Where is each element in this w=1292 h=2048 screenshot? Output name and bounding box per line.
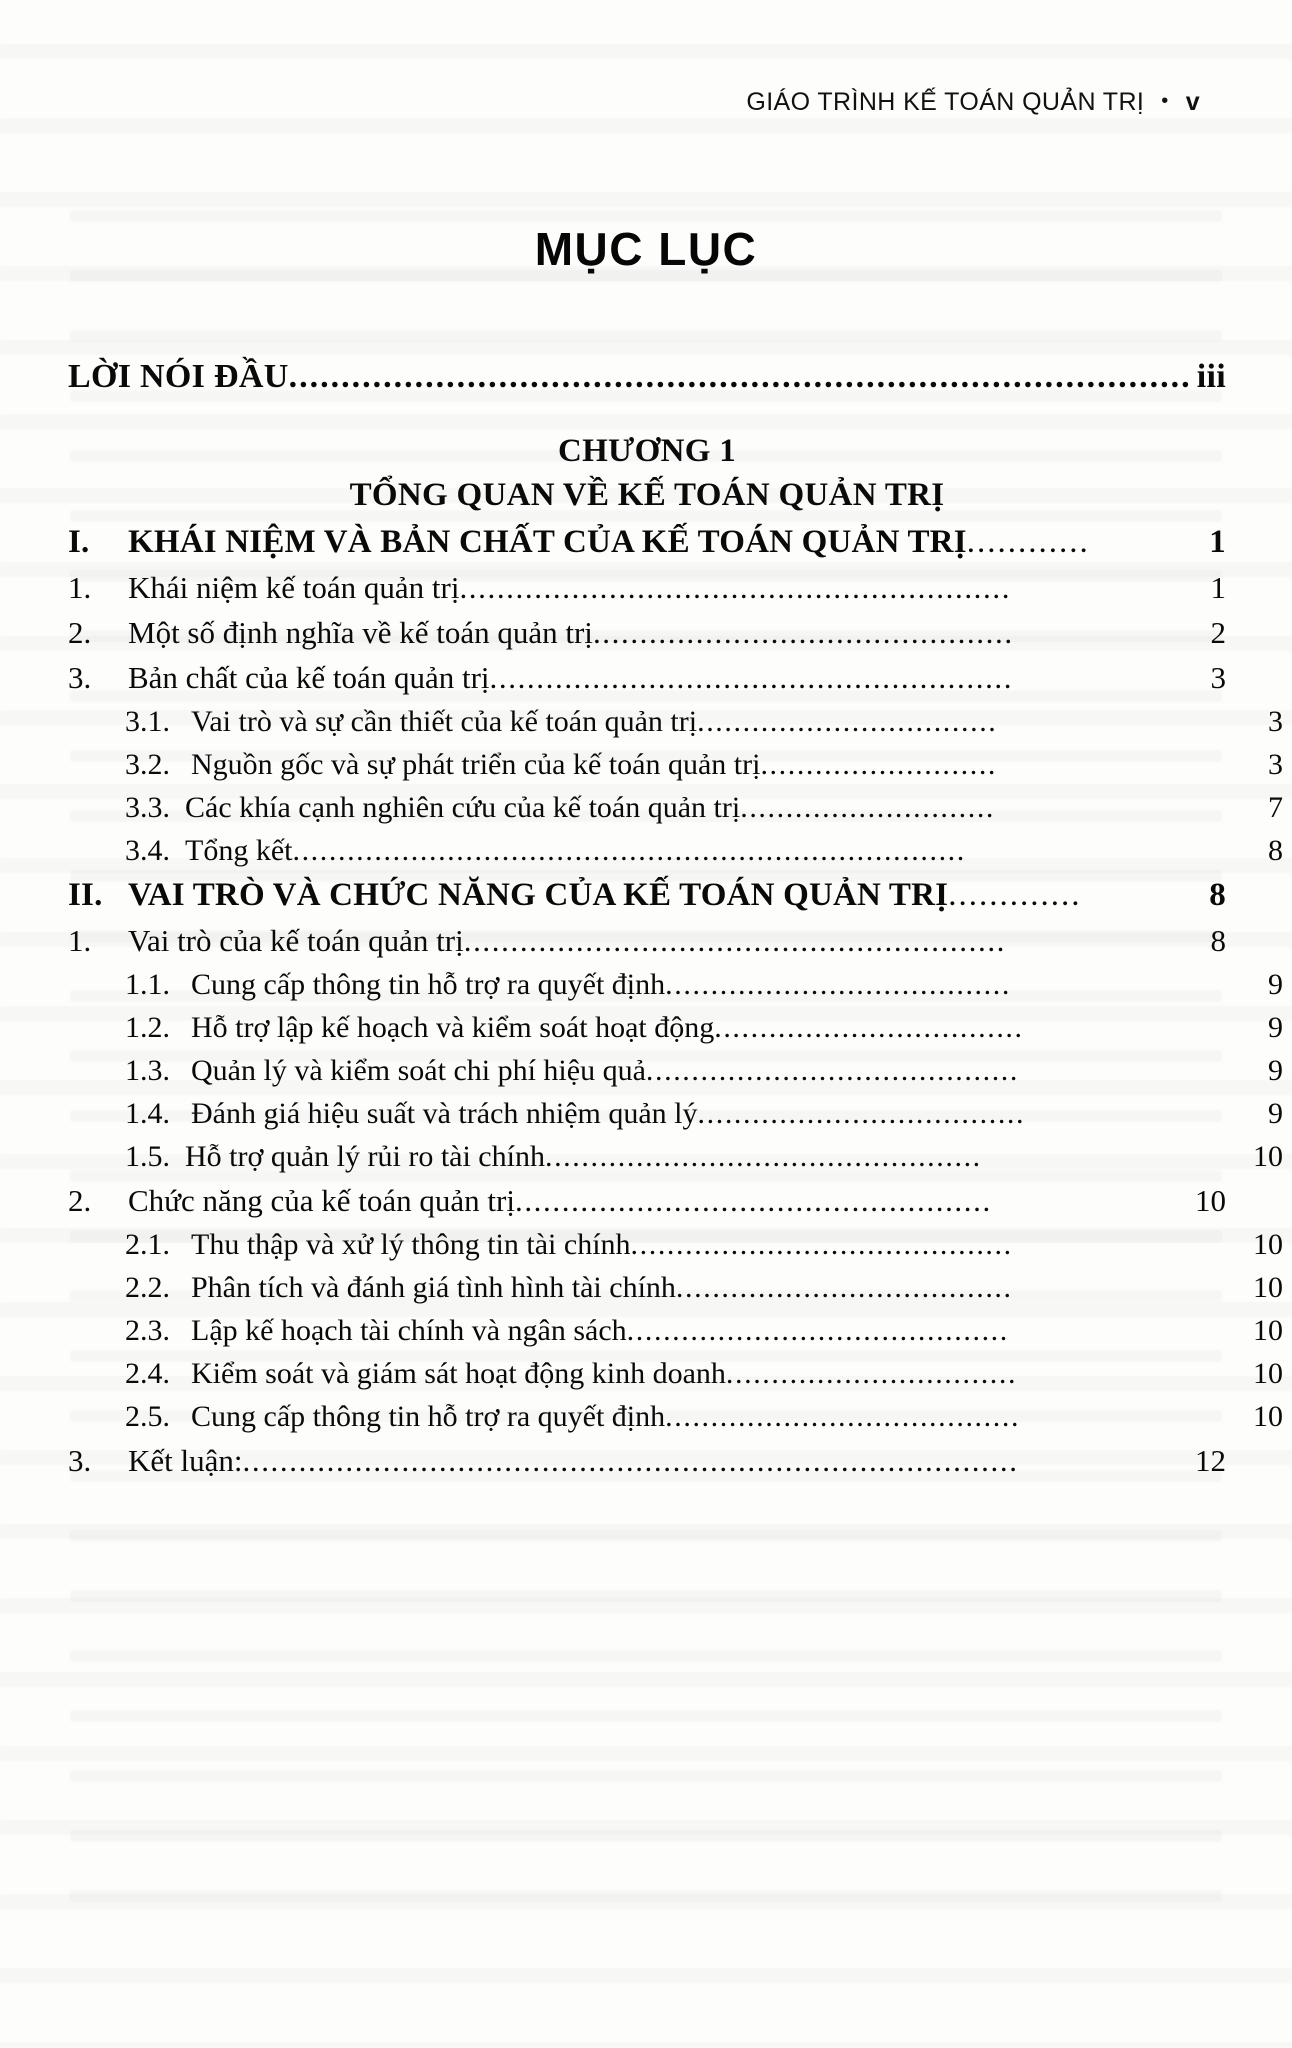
toc-leader-dots: .......................................................................... — [292, 833, 966, 867]
toc-entry-page: 8 — [1268, 833, 1283, 867]
toc-entry-page: 3 — [1268, 704, 1283, 738]
toc-entry-1-5[interactable] — [68, 1140, 1283, 1174]
toc-entry-label: Phân tích và đánh giá tình hình tài chính — [191, 1270, 676, 1304]
toc-leader-dots: .......................................................... — [463, 922, 1007, 958]
toc-leader-dots: ...................................... — [665, 967, 1011, 1001]
toc-leader-dots: ........................................................... — [459, 569, 1012, 605]
running-head — [746, 88, 1200, 117]
toc-entry-label: Nguồn gốc và sự phát triển của kế toán quản trị — [191, 747, 761, 781]
toc-entry-page: 9 — [1268, 967, 1283, 1001]
toc-leader-dots: ............................................. — [592, 614, 1014, 650]
toc-entry-page: 9 — [1268, 1010, 1283, 1044]
toc-entry-number: 1.1. — [125, 967, 170, 1001]
toc-entry-1-vai-tro[interactable] — [68, 923, 1226, 959]
toc-entry-page: 9 — [1268, 1096, 1283, 1130]
toc-leader-dots: ............................ — [740, 790, 996, 824]
toc-entry-3-1[interactable] — [68, 705, 1283, 739]
toc-leader-dots: ..................................... — [675, 1270, 1013, 1304]
toc-entry-II[interactable] — [68, 877, 1226, 914]
toc-entry-label: Hỗ trợ quản lý rủi ro tài chính — [185, 1139, 545, 1173]
toc-leader-dots: ................................................... — [514, 1182, 992, 1218]
toc-entry-number: 1.3. — [125, 1053, 170, 1087]
toc-entry-page: 10 — [1253, 1227, 1283, 1261]
toc-entry-label: Một số định nghĩa về kế toán quản trị — [128, 614, 593, 650]
toc-entry-page: 10 — [1253, 1139, 1283, 1173]
toc-entry-1[interactable] — [68, 570, 1226, 606]
toc-entry-2-5[interactable] — [68, 1400, 1283, 1434]
toc-leader-dots: ................................. — [697, 704, 998, 738]
toc-entry-3-ket-luan[interactable] — [68, 1443, 1226, 1479]
running-head-title: GIÁO TRÌNH KẾ TOÁN QUẢN TRỊ — [746, 88, 1145, 116]
toc-entry-page: 2 — [1210, 614, 1226, 650]
toc-entry-front-matter[interactable] — [68, 358, 1226, 396]
toc-entry-number: 3.1. — [125, 704, 170, 738]
toc-leader-dots: .................................. — [714, 1010, 1024, 1044]
toc-leader-dots: ....................................... — [665, 1399, 1021, 1433]
toc-entry-page: iii — [1196, 358, 1226, 395]
toc-entry-number: I. — [68, 523, 90, 560]
toc-entry-page: 10 — [1253, 1399, 1283, 1433]
toc-entry-label: Cung cấp thông tin hỗ trợ ra quyết định — [191, 1399, 666, 1433]
toc-leader-dots: ......................................... — [645, 1053, 1020, 1087]
toc-entry-3-2[interactable] — [68, 748, 1283, 782]
toc-entry-page: 8 — [1209, 876, 1226, 913]
toc-entry-label: Vai trò của kế toán quản trị — [128, 922, 464, 958]
toc-entry-3-4[interactable] — [68, 834, 1283, 868]
toc-entry-number: 3. — [68, 1442, 92, 1478]
toc-leader-dots: ................................................ — [544, 1139, 982, 1173]
toc-entry-number: 2.1. — [125, 1227, 170, 1261]
toc-entry-page: 10 — [1195, 1182, 1226, 1218]
toc-entry-label: VAI TRÒ VÀ CHỨC NĂNG CỦA KẾ TOÁN QUẢN TRỊ — [128, 876, 949, 913]
toc-leader-dots: ...................................................................................... — [288, 358, 1192, 395]
toc-entry-page: 1 — [1210, 569, 1226, 605]
toc-entry-label: Quản lý và kiểm soát chi phí hiệu quả — [191, 1053, 646, 1087]
toc-leader-dots: .......................................... — [626, 1313, 1009, 1347]
page-title: MỤC LỤC — [534, 223, 758, 275]
toc-entry-label: Hỗ trợ lập kế hoạch và kiểm soát hoạt động — [191, 1010, 715, 1044]
toc-entry-number: 1.5. — [125, 1139, 170, 1173]
toc-entry-label: Khái niệm kế toán quản trị — [128, 569, 460, 605]
toc-entry-2[interactable] — [68, 615, 1226, 651]
toc-entry-page: 12 — [1195, 1442, 1226, 1478]
toc-entry-number: 2.5. — [125, 1399, 170, 1433]
toc-leader-dots: .................................... — [697, 1096, 1026, 1130]
toc-entry-number: 2.3. — [125, 1313, 170, 1347]
toc-entry-number: 1. — [68, 569, 92, 605]
toc-entry-page: 10 — [1253, 1270, 1283, 1304]
toc-entry-label: Cung cấp thông tin hỗ trợ ra quyết định — [191, 967, 666, 1001]
toc-entry-2-4[interactable] — [68, 1357, 1283, 1391]
toc-entry-number: 1.2. — [125, 1010, 170, 1044]
toc-entry-number: 2.2. — [125, 1270, 170, 1304]
chapter-number: CHƯƠNG 1 — [557, 433, 737, 469]
toc-entry-page: 10 — [1253, 1356, 1283, 1390]
toc-leader-dots: .......................... — [760, 747, 998, 781]
toc-entry-page: 3 — [1268, 747, 1283, 781]
toc-leader-dots: ............ — [966, 523, 1090, 560]
toc-entry-number: 1.4. — [125, 1096, 170, 1130]
toc-entry-number: 3. — [68, 659, 92, 695]
toc-entry-number: 1. — [68, 922, 92, 958]
toc-entry-page: 8 — [1210, 922, 1226, 958]
toc-leader-dots: .......................................... — [630, 1227, 1013, 1261]
toc-entry-2-3[interactable] — [68, 1314, 1283, 1348]
toc-leader-dots: ........................................................ — [489, 659, 1014, 695]
toc-entry-3[interactable] — [68, 660, 1226, 696]
running-head-separator-dot: • — [1161, 89, 1169, 112]
toc-entry-label: Tổng kết — [185, 833, 293, 867]
toc-entry-number: 3.3. — [125, 790, 170, 824]
toc-entry-label: Chức năng của kế toán quản trị — [128, 1182, 515, 1218]
running-head-page-number: v — [1185, 88, 1200, 116]
toc-entry-label: Bản chất của kế toán quản trị — [128, 659, 490, 695]
toc-entry-1-2[interactable] — [68, 1011, 1283, 1045]
toc-entry-label: Thu thập và xử lý thông tin tài chính — [191, 1227, 631, 1261]
toc-entry-page: 3 — [1210, 659, 1226, 695]
toc-entry-label: Lập kế hoạch tài chính và ngân sách — [191, 1313, 627, 1347]
toc-entry-number: 2. — [68, 614, 92, 650]
toc-entry-page: 1 — [1209, 523, 1226, 560]
toc-entry-label: KHÁI NIỆM VÀ BẢN CHẤT CỦA KẾ TOÁN QUẢN TRỊ — [128, 523, 967, 560]
toc-entry-number: 3.4. — [125, 833, 170, 867]
toc-entry-1-4[interactable] — [68, 1097, 1283, 1131]
toc-entry-label: Các khía cạnh nghiên cứu của kế toán quản trị — [185, 790, 741, 824]
toc-entry-2-chuc-nang[interactable] — [68, 1183, 1226, 1219]
toc-entry-page: 10 — [1253, 1313, 1283, 1347]
chapter-name: TỔNG QUAN VỀ KẾ TOÁN QUẢN TRỊ — [349, 476, 945, 513]
toc-entry-number: II. — [68, 876, 103, 913]
toc-leader-dots: ............. — [948, 876, 1082, 913]
toc-entry-page: 7 — [1268, 790, 1283, 824]
toc-entry-3-3[interactable] — [68, 791, 1283, 825]
chapter-heading — [68, 430, 1226, 518]
toc-entry-number: 2.4. — [125, 1356, 170, 1390]
toc-entry-1-1[interactable] — [68, 968, 1283, 1002]
toc-entry-label: Kiểm soát và giám sát hoạt động kinh doanh — [191, 1356, 726, 1390]
toc-entry-label: LỜI NÓI ĐẦU — [68, 358, 289, 395]
toc-leader-dots: ................................ — [725, 1356, 1018, 1390]
toc-entry-1-3[interactable] — [68, 1054, 1283, 1088]
toc-entry-label: Đánh giá hiệu suất và trách nhiệm quản lý — [191, 1096, 698, 1130]
toc-leader-dots: ................................................................................... — [242, 1442, 1019, 1478]
toc-entry-I[interactable] — [68, 524, 1226, 561]
toc-entry-label: Kết luận: — [128, 1442, 243, 1478]
toc-entry-number: 3.2. — [125, 747, 170, 781]
toc-entry-label: Vai trò và sự cần thiết của kế toán quản trị — [191, 704, 698, 738]
table-of-contents — [68, 358, 1283, 1488]
toc-entry-2-2[interactable] — [68, 1271, 1283, 1305]
toc-entry-page: 9 — [1268, 1053, 1283, 1087]
toc-entry-2-1[interactable] — [68, 1228, 1283, 1262]
toc-entry-number: 2. — [68, 1182, 92, 1218]
